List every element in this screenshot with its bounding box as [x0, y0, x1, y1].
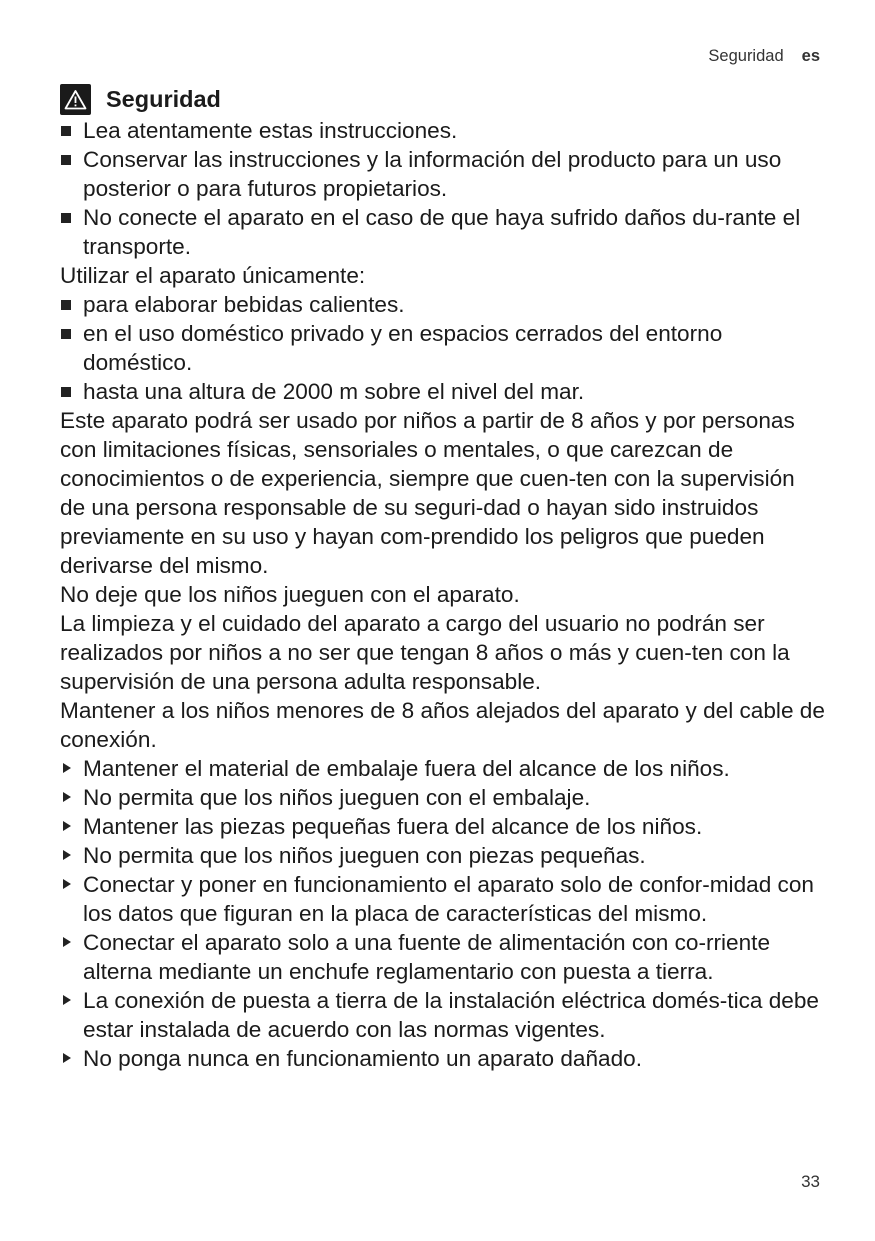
- running-header: [708, 47, 820, 66]
- paragraph: La limpieza y el cuidado del aparato a cargo del usuario no podrán ser realizados por niños a no ser que tengan 8 años o más y cuen-ten con la supervisión de una persona adulta responsable.: [60, 611, 790, 694]
- header-language: es: [801, 47, 820, 65]
- list-item: No conecte el aparato en el caso de que haya sufrido daños du-rante el transporte.: [60, 203, 825, 261]
- section-title: Seguridad: [106, 86, 221, 112]
- bullet-list-usage: [60, 290, 825, 406]
- paragraph: No deje que los niños jueguen con el aparato.: [60, 582, 520, 607]
- page-number: 33: [801, 1172, 820, 1191]
- instruction-item: No permita que los niños jueguen con piezas pequeñas.: [60, 841, 825, 870]
- usage-intro: Utilizar el aparato únicamente:: [60, 263, 366, 288]
- bullet-list-general: [60, 116, 825, 261]
- instruction-item: La conexión de puesta a tierra de la instalación eléctrica domés-tica debe estar instalada de acuerdo con las normas vigentes.: [60, 986, 825, 1044]
- instruction-list: [60, 754, 825, 1073]
- paragraph: Mantener a los niños menores de 8 años alejados del aparato y del cable de conexión.: [60, 698, 825, 752]
- list-item: Conservar las instrucciones y la información del producto para un uso posterior o para futuros propietarios.: [60, 145, 825, 203]
- instruction-item: No ponga nunca en funcionamiento un aparato dañado.: [60, 1044, 825, 1073]
- section-heading: [60, 84, 825, 115]
- warning-triangle-icon: [60, 84, 91, 115]
- instruction-item: No permita que los niños jueguen con el embalaje.: [60, 783, 825, 812]
- list-item: Lea atentamente estas instrucciones.: [60, 116, 825, 145]
- list-item: en el uso doméstico privado y en espacios cerrados del entorno doméstico.: [60, 319, 825, 377]
- instruction-item: Mantener las piezas pequeñas fuera del alcance de los niños.: [60, 812, 825, 841]
- paragraph: Este aparato podrá ser usado por niños a partir de 8 años y por personas con limitaciones físicas, sensoriales o mentales, o que carezcan de conocimientos o de experiencia, siempre que cuen-ten con la supervisión de una persona responsable de su seguri-dad o hayan sido instruidos previamente en su uso y hayan com-prendido los peligros que pueden derivarse del mismo.: [60, 408, 795, 578]
- instruction-item: Mantener el material de embalaje fuera del alcance de los niños.: [60, 754, 825, 783]
- instruction-item: Conectar y poner en funcionamiento el aparato solo de confor-midad con los datos que figuran en la placa de características del mismo.: [60, 870, 825, 928]
- safety-section: [60, 84, 825, 1073]
- instruction-item: Conectar el aparato solo a una fuente de alimentación con co-rriente alterna mediante un enchufe reglamentario con puesta a tierra.: [60, 928, 825, 986]
- list-item: hasta una altura de 2000 m sobre el nivel del mar.: [60, 377, 825, 406]
- header-section: Seguridad: [708, 47, 784, 65]
- list-item: para elaborar bebidas calientes.: [60, 290, 825, 319]
